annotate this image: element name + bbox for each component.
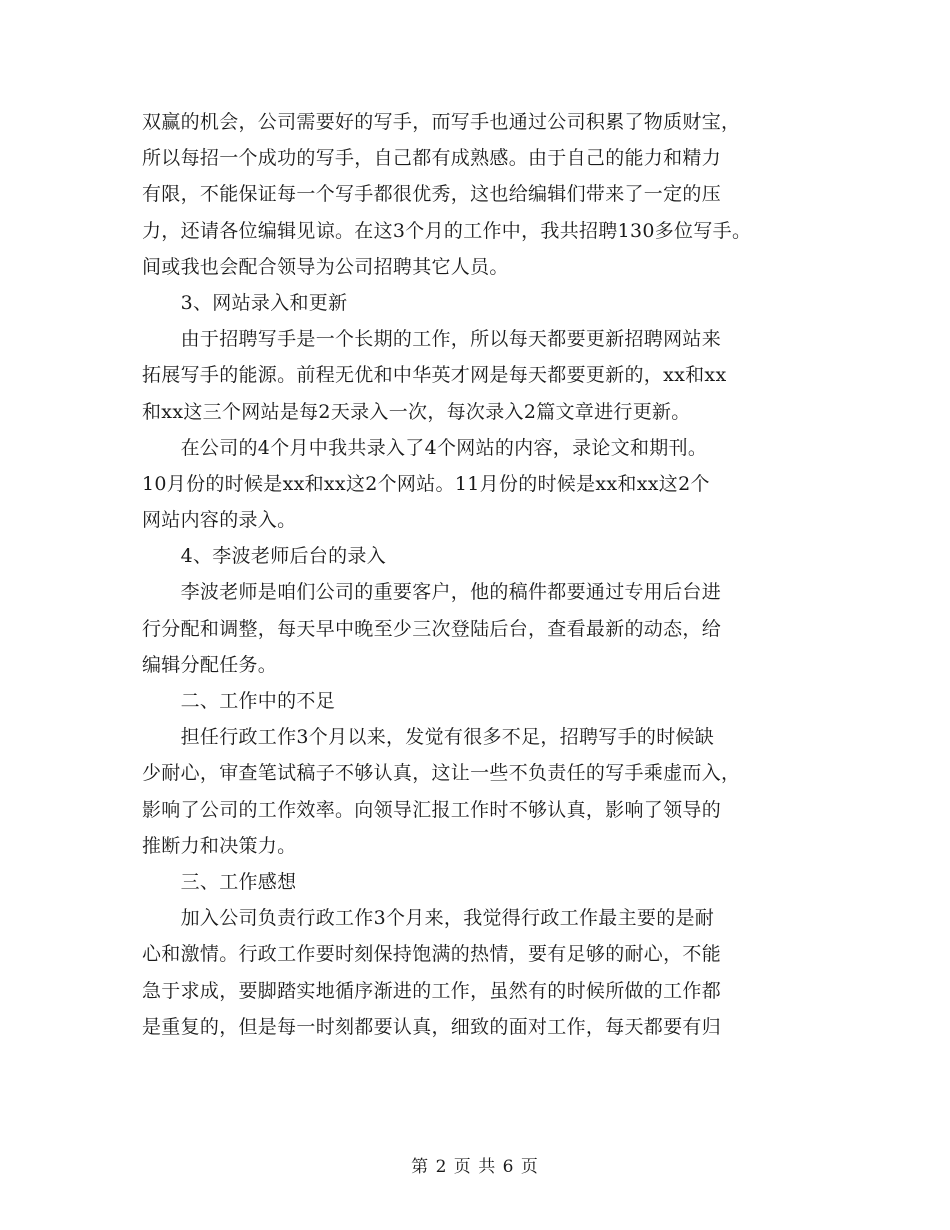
text-line: 在公司的4个月中我共录入了4个网站的内容，录论文和期刊。 [142,436,708,459]
text-line: 10月份的时候是xx和xx这2个网站。11月份的时候是xx和xx这2个 [142,472,710,495]
text-line: 担任行政工作3个月以来，发觉有很多不足，招聘写手的时候缺 [142,726,715,749]
body-text [142,104,842,1045]
text-line: 少耐心，审查笔试稿子不够认真，这让一些不负责任的写手乘虚而入， [142,762,741,785]
section-heading: 三、工作感想 [142,870,297,893]
text-line: 间或我也会配合领导为公司招聘其它人员。 [142,255,509,278]
text-line: 拓展写手的能源。前程无优和中华英才网是每天都要更新的，xx和xx [142,364,727,387]
section-heading: 3、网站录入和更新 [142,291,348,314]
text-line: 李波老师是咱们公司的重要客户，他的稿件都要通过专用后台进 [142,581,722,604]
text-line: 编辑分配任务。 [142,653,278,676]
text-line: 网站内容的录入。 [142,509,297,532]
section-heading: 二、工作中的不足 [142,690,336,712]
text-line: 所以每招一个成功的写手，自己都有成熟感。由于自己的能力和精力 [142,147,722,170]
page-number: 第 2 页 共 6 页 [411,1157,539,1177]
text-line: 影响了公司的工作效率。向领导汇报工作时不够认真，影响了领导的 [142,798,722,821]
text-line: 心和激情。行政工作要时刻保持饱满的热情，要有足够的耐心，不能 [142,943,722,966]
text-line: 推断力和决策力。 [142,834,297,857]
text-line: 和xx这三个网站是每2天录入一次，每次录入2篇文章进行更新。 [142,400,691,423]
text-line: 力，还请各位编辑见谅。在这3个月的工作中，我共招聘130多位写手。 [142,219,752,242]
section-heading: 4、李波老师后台的录入 [142,545,386,568]
text-line: 急于求成，要脚踏实地循序渐进的工作，虽然有的时候所做的工作都 [142,979,722,1002]
text-line: 加入公司负责行政工作3个月来，我觉得行政工作最主要的是耐 [142,907,715,930]
text-line: 由于招聘写手是一个长期的工作，所以每天都要更新招聘网站来 [142,328,722,351]
text-line: 有限，不能保证每一个写手都很优秀，这也给编辑们带来了一定的压 [142,183,722,206]
text-line: 是重复的，但是每一时刻都要认真，细致的面对工作，每天都要有归 [142,1015,722,1038]
text-line: 行分配和调整，每天早中晚至少三次登陆后台，查看最新的动态，给 [142,617,722,640]
text-line: 双赢的机会，公司需要好的写手，而写手也通过公司积累了物质财宝， [142,111,741,133]
